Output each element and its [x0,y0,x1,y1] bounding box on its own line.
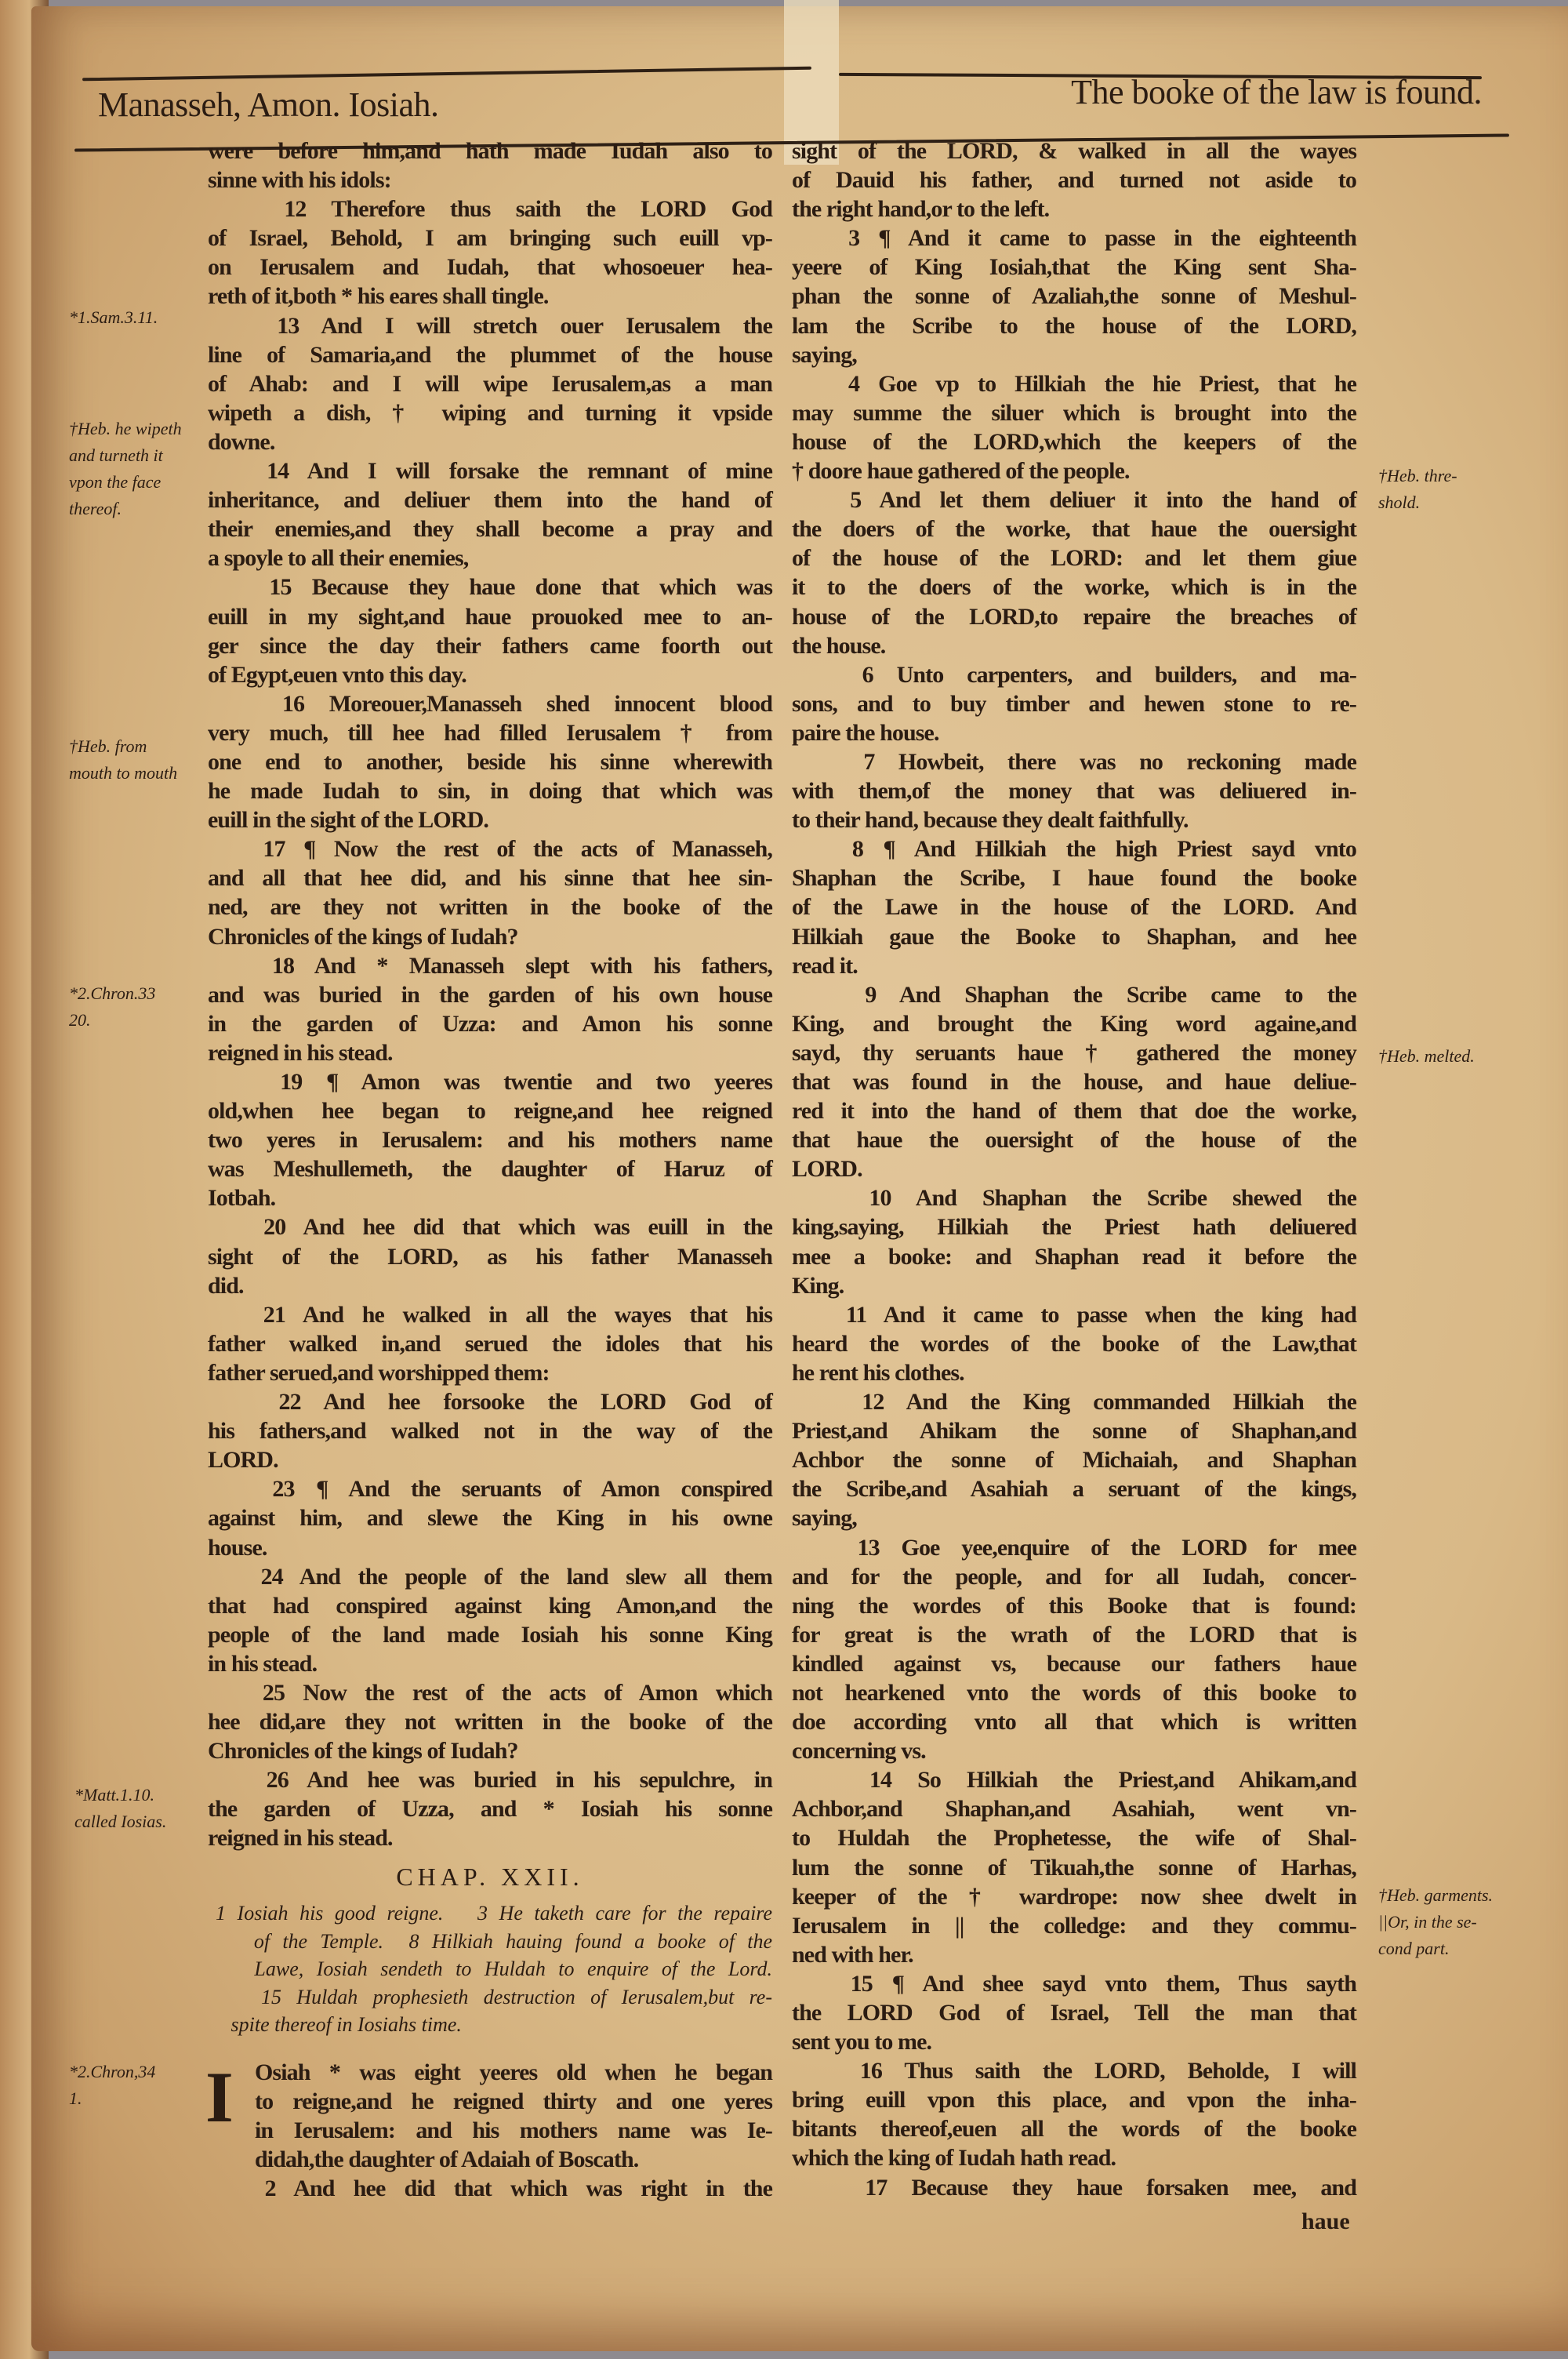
text-line: it to the doers of the worke, which is in the [792,574,1356,601]
text-line: to reigne,and he reigned thirty and one yeres [255,2088,772,2115]
summary-line: Lawe, Iosiah sendeth to Huldah to enquire of the Lord. [216,1957,772,1980]
text-line: LORD. [208,1447,278,1474]
text-line: a spoyle to all their enemies, [208,545,469,572]
margin-note-left [69,980,155,1034]
text-line: against him, and slewe the King in his owne [208,1505,772,1532]
text-line: Chronicles of the kings of Iudah? [208,923,518,950]
text-line: did. [208,1272,244,1299]
text-line: sayd, thy seruants haue † gathered the money [792,1039,1356,1066]
margin-note-line: †Heb. from [69,736,147,756]
text-line: LORD. [792,1156,862,1183]
text-line: to Huldah the Prophetesse, the wife of Shal- [792,1825,1356,1852]
margin-note-right [1378,1882,1493,1962]
text-line: saying, [792,1505,857,1532]
text-line: 16 Thus saith the LORD, Beholde, I will [792,2058,1356,2085]
margin-note-left [69,733,177,787]
text-line: on Ierusalem and Iudah, that whosoeuer hea- [208,254,772,281]
text-line: in his stead. [208,1650,318,1677]
text-line: of Israel, Behold, I am bringing such euill vp- [208,225,772,252]
text-line: doe according vnto all that which is written [792,1709,1356,1736]
text-line: and for the people, and for all Iudah, concer- [792,1563,1356,1590]
text-line: Chronicles of the kings of Iudah? [208,1738,518,1765]
text-line: 10 And Shaphan the Scribe shewed the [792,1185,1356,1212]
text-line: euill in the sight of the LORD. [208,807,488,834]
margin-note-left [69,416,182,522]
text-line: Shaphan the Scribe, I haue found the booke [792,865,1356,892]
text-line: house of the LORD,which the keepers of the [792,428,1356,455]
margin-note-line: 1. [69,2088,82,2108]
margin-note-line: †Heb. he wipeth [69,419,182,438]
text-line: 19 ¶ Amon was twentie and two yeeres [208,1069,772,1095]
text-line: that was found in the house, and haue deliue- [792,1069,1356,1095]
margin-note-line: *1.Sam.3.11. [69,307,158,327]
text-line: 16 Moreouer,Manasseh shed innocent blood [208,690,772,717]
text-line: 3 ¶ And it came to passe in the eighteenth [792,225,1356,252]
summary-line: 1 Iosiah his good reigne. 3 He taketh care for the repaire [216,1902,772,1925]
margin-note-line: shold. [1378,493,1421,512]
text-line: lam the Scribe to the house of the LORD, [792,312,1356,339]
text-line: reigned in his stead. [208,1825,393,1852]
margin-note-left [74,1782,166,1835]
margin-note-line: †Heb. thre- [1378,466,1457,485]
text-line: was Meshullemeth, the daughter of Haruz of [208,1156,772,1183]
text-line: for great is the wrath of the LORD that is [792,1621,1356,1648]
text-line: sight of the LORD, & walked in all the wayes [792,138,1356,164]
text-line: with them,of the money that was deliuered in- [792,778,1356,805]
text-line: of the Lawe in the house of the LORD. And [792,894,1356,921]
text-line: he made Iudah to sin, in doing that which was [208,778,772,805]
text-line: line of Samaria,and the plummet of the house [208,341,772,368]
text-line: yeere of King Iosiah,that the King sent Sha- [792,254,1356,281]
text-line: reigned in his stead. [208,1039,393,1066]
summary-line: spite thereof in Iosiahs time. [216,2013,462,2036]
text-line: 9 And Shaphan the Scribe came to the [792,981,1356,1008]
text-line: Hilkiah gaue the Booke to Shaphan, and hee [792,923,1356,950]
chapter-summary [216,1899,772,2039]
margin-note-left [69,2059,155,2112]
running-head-right: The booke of the law is found. [1071,73,1482,111]
text-line: house. [208,1534,267,1561]
margin-note-line: *2.Chron,34 [69,2062,156,2081]
margin-note-line: †Heb. garments. [1378,1885,1494,1905]
text-line: bitants thereof,euen all the words of the booke [792,2116,1356,2143]
text-line: the garden of Uzza, and * Iosiah his sonne [208,1796,772,1823]
text-line: red it into the hand of them that doe the worke, [792,1098,1356,1125]
text-line: and all that hee did, and his sinne that hee sin- [208,865,772,892]
text-line: 7 Howbeit, there was no reckoning made [792,748,1356,775]
text-line: 20 And hee did that which was euill in the [208,1214,772,1241]
text-line: ger since the day their fathers came foorth out [208,632,772,659]
margin-note-left [69,304,158,331]
text-line: Priest,and Ahikam the sonne of Shaphan,and [792,1418,1356,1445]
text-line: paire the house. [792,719,939,746]
margin-note-right [1378,463,1457,516]
summary-line: 15 Huldah prophesieth destruction of Ierusalem,but re- [216,1985,772,2008]
text-line: not hearkened vnto the words of this booke to [792,1679,1356,1706]
text-line: sent you to me. [792,2029,932,2055]
text-line: 8 ¶ And Hilkiah the high Priest sayd vnto [792,836,1356,863]
text-line: Osiah * was eight yeeres old when he began [255,2059,772,2085]
text-line: 18 And * Manasseh slept with his fathers, [208,952,772,979]
text-line: 17 ¶ Now the rest of the acts of Manasseh, [208,836,772,863]
text-line: of Dauid his father, and turned not aside to [792,167,1356,194]
text-line: bring euill vpon this place, and vpon the inha- [792,2087,1356,2114]
text-line: and was buried in the garden of his own house [208,981,772,1008]
text-line: very much, till hee had filled Ierusalem † from [208,719,772,746]
chapter-xxii-text [208,2058,772,2203]
text-line: sons, and to buy timber and hewen stone to re- [792,690,1356,717]
text-line: 22 And hee forsooke the LORD God of [208,1389,772,1416]
text-line: 12 Therefore thus saith the LORD God [208,196,772,223]
text-line: to their hand, because they dealt faithfully. [792,807,1189,834]
margin-note-right [1378,1043,1475,1070]
drop-cap: I [205,2057,234,2137]
text-line: read it. [792,952,858,979]
text-line: 24 And the people of the land slew all them [208,1563,772,1590]
summary-line: of the Temple. 8 Hilkiah hauing found a booke of the [216,1929,772,1953]
margin-note-line: cond part. [1378,1939,1450,1958]
text-line: that haue the ouersight of the house of the [792,1127,1356,1154]
text-line: the right hand,or to the left. [792,196,1050,223]
text-line: house of the LORD,to repaire the breaches of [792,603,1356,630]
text-line: 14 And I will forsake the remnant of mine [208,458,772,485]
text-line: father walked in,and serued the idoles that his [208,1330,772,1357]
text-line: sinne with his idols: [208,167,391,194]
text-line: hee did,are they not written in the booke of the [208,1709,772,1736]
text-line: father serued,and worshipped them: [208,1359,550,1386]
text-line: 11 And it came to passe when the king had [792,1301,1356,1328]
text-line: his fathers,and walked not in the way of the [208,1418,772,1445]
text-line: Ierusalem in || the colledge: and they commu- [792,1912,1356,1939]
text-line: the Scribe,and Asahiah a seruant of the kings, [792,1476,1356,1503]
text-line: 25 Now the rest of the acts of Amon which [208,1679,772,1706]
text-line: 15 Because they haue done that which was [208,574,772,601]
text-line: in the garden of Uzza: and Amon his sonne [208,1010,772,1037]
text-line: 14 So Hilkiah the Priest,and Ahikam,and [792,1767,1356,1794]
text-line: ned with her. [792,1941,913,1968]
text-line: Achbor the sonne of Michaiah, and Shaphan [792,1447,1356,1474]
text-line: euill in my sight,and haue prouoked mee to an- [208,603,772,630]
chapter-heading: CHAP. XXII. [396,1863,584,1891]
left-text-column [208,136,772,1853]
margin-note-line: thereof. [69,499,122,518]
text-line: people of the land made Iosiah his sonne King [208,1621,772,1648]
margin-note-line: *2.Chron.33 [69,983,156,1003]
text-line: Iotbah. [208,1185,276,1212]
text-line: king,saying, Hilkiah the Priest hath deliuered [792,1214,1356,1241]
text-line: the house. [792,632,886,659]
running-head-left: Manasseh, Amon. Iosiah. [98,85,439,124]
text-line: of Egypt,euen vnto this day. [208,661,466,688]
text-line: ned, are they not written in the booke of the [208,894,772,921]
text-line: phan the sonne of Azaliah,the sonne of Meshul- [792,283,1356,310]
text-line: † doore haue gathered of the people. [792,458,1130,485]
text-line: their enemies,and they shall become a pray and [208,516,772,543]
text-line: wipeth a dish, † wiping and turning it vpside [208,399,772,426]
text-line: 2 And hee did that which was right in the [208,2175,772,2202]
text-line: that had conspired against king Amon,and the [208,1592,772,1619]
text-line: old,when hee began to reigne,and hee reigned [208,1098,772,1125]
text-line: mee a booke: and Shaphan read it before the [792,1243,1356,1270]
margin-note-line: ||Or, in the se- [1378,1912,1477,1932]
right-text-column [792,136,1356,2202]
text-line: one end to another, beside his sinne wherewith [208,748,772,775]
text-line: may summe the siluer which is brought into the [792,399,1356,426]
text-line: keeper of the † wardrope: now shee dwelt in [792,1883,1356,1910]
text-line: didah,the daughter of Adaiah of Boscath. [255,2146,639,2173]
margin-note-line: vpon the face [69,472,162,492]
text-line: saying, [792,341,857,368]
text-line: two yeres in Ierusalem: and his mothers name [208,1127,772,1154]
text-line: heard the wordes of the booke of the Law,that [792,1330,1356,1357]
text-line: sight of the LORD, as his father Manasseh [208,1243,772,1270]
text-line: reth of it,both * his eares shall tingle. [208,283,549,310]
text-line: of the house of the LORD: and let them giue [792,545,1356,572]
text-line: in Ierusalem: and his mothers name was Ie- [255,2117,772,2144]
text-line: 13 And I will stretch ouer Ierusalem the [208,312,772,339]
margin-note-line: 20. [69,1010,91,1030]
text-line: 17 Because they haue forsaken mee, and [792,2174,1356,2201]
text-line: which the king of Iudah hath read. [792,2145,1116,2172]
text-line: 15 ¶ And shee sayd vnto them, Thus sayth [792,1970,1356,1997]
text-line: 13 Goe yee,enquire of the LORD for mee [792,1534,1356,1561]
text-line: inheritance, and deliuer them into the hand of [208,487,772,514]
text-line: 4 Goe vp to Hilkiah the hie Priest, that he [792,370,1356,397]
margin-note-line: mouth to mouth [69,763,178,783]
text-line: were before him,and hath made Iudah also to [208,138,772,164]
margin-note-line: called Iosias. [74,1812,167,1831]
text-line: concerning vs. [792,1738,926,1765]
text-line: 6 Unto carpenters, and builders, and ma- [792,661,1356,688]
margin-note-line: *Matt.1.10. [74,1785,155,1805]
text-line: he rent his clothes. [792,1359,964,1386]
margin-note-line: and turneth it [69,445,163,465]
text-line: King. [792,1272,844,1299]
text-line: of Ahab: and I will wipe Ierusalem,as a man [208,370,772,397]
text-line: 12 And the King commanded Hilkiah the [792,1389,1356,1416]
text-line: 23 ¶ And the seruants of Amon conspired [208,1476,772,1503]
text-line: kindled against vs, because our fathers haue [792,1650,1356,1677]
text-line: downe. [208,428,275,455]
text-line: Achbor,and Shaphan,and Asahiah, went vn- [792,1796,1356,1823]
text-line: the doers of the worke, that haue the ouersight [792,516,1356,543]
text-line: lum the sonne of Tikuah,the sonne of Harhas, [792,1854,1356,1881]
catchword: haue [1301,2208,1350,2234]
text-line: 5 And let them deliuer it into the hand of [792,487,1356,514]
text-line: 26 And hee was buried in his sepulchre, in [208,1767,772,1794]
text-line: 21 And he walked in all the wayes that his [208,1301,772,1328]
text-line: King, and brought the King word againe,and [792,1010,1356,1037]
margin-note-line: †Heb. melted. [1378,1046,1475,1066]
text-line: ning the wordes of this Booke that is found: [792,1592,1356,1619]
text-line: the LORD God of Israel, Tell the man that [792,2000,1356,2026]
